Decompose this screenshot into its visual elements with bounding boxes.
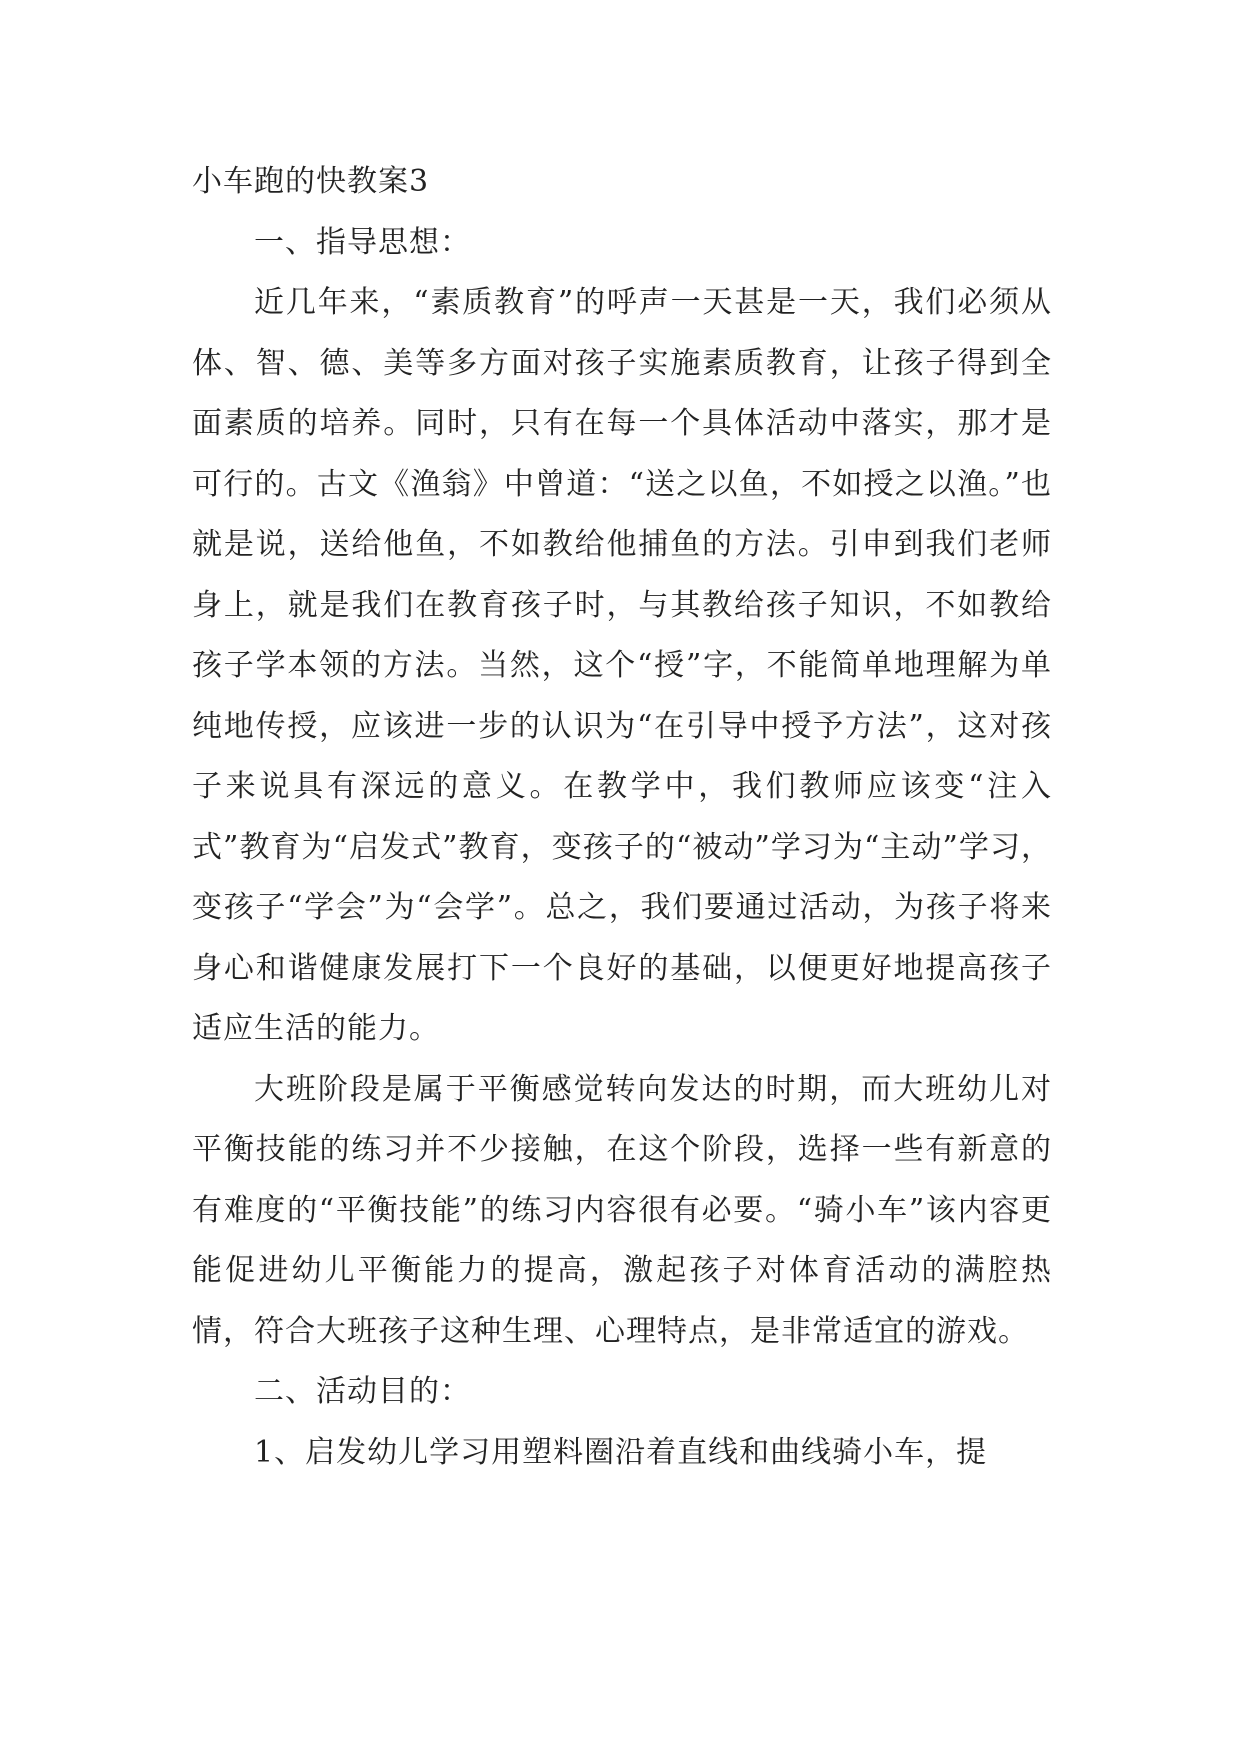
section-heading-activity-goals: 二、活动目的： [254,1374,471,1409]
section-heading-guiding-idea: 一、指导思想： [254,224,471,260]
list-item-goal-1: 1、启发幼儿学习用塑料圈沿着直线和曲线骑小车，提 [254,1434,988,1470]
document-title: 小车跑的快教案3 [192,164,430,199]
paragraph-balance-skills: 大班阶段是属于平衡感觉转向发达的时期，而大班幼儿对平衡技能的练习并不少接触，在这个阶段，选择一些有新意的有难度的“平衡技能”的练习内容很有必要。“骑小车”该内容更能促进幼儿平衡能力的提高，激起孩子对体育活动的满腔热情，符合大班孩子这种生理、心理特点，是非常适宜的游戏。 [192,1071,1052,1349]
document-body [192,152,1052,1483]
paragraph-quality-education: 近几年来，“素质教育”的呼声一天甚是一天，我们必须从体、智、德、美等多方面对孩子实施素质教育，让孩子得到全面素质的培养。同时，只有在每一个具体活动中落实，那才是可行的。古文《渔翁》中曾道：“送之以鱼，不如授之以渔。”也就是说，送给他鱼，不如教给他捕鱼的方法。引申到我们老师身上，就是我们在教育孩子时，与其教给孩子知识，不如教给孩子学本领的方法。当然，这个“授”字，不能简单地理解为单纯地传授，应该进一步的认识为“在引导中授予方法”，这对孩子来说具有深远的意义。在教学中，我们教师应该变“注入式”教育为“启发式”教育，变孩子的“被动”学习为“主动”学习，变孩子“学会”为“会学”。总之，我们要通过活动，为孩子将来身心和谐健康发展打下一个良好的基础，以便更好地提高孩子适应生活的能力。 [192,285,1052,1046]
